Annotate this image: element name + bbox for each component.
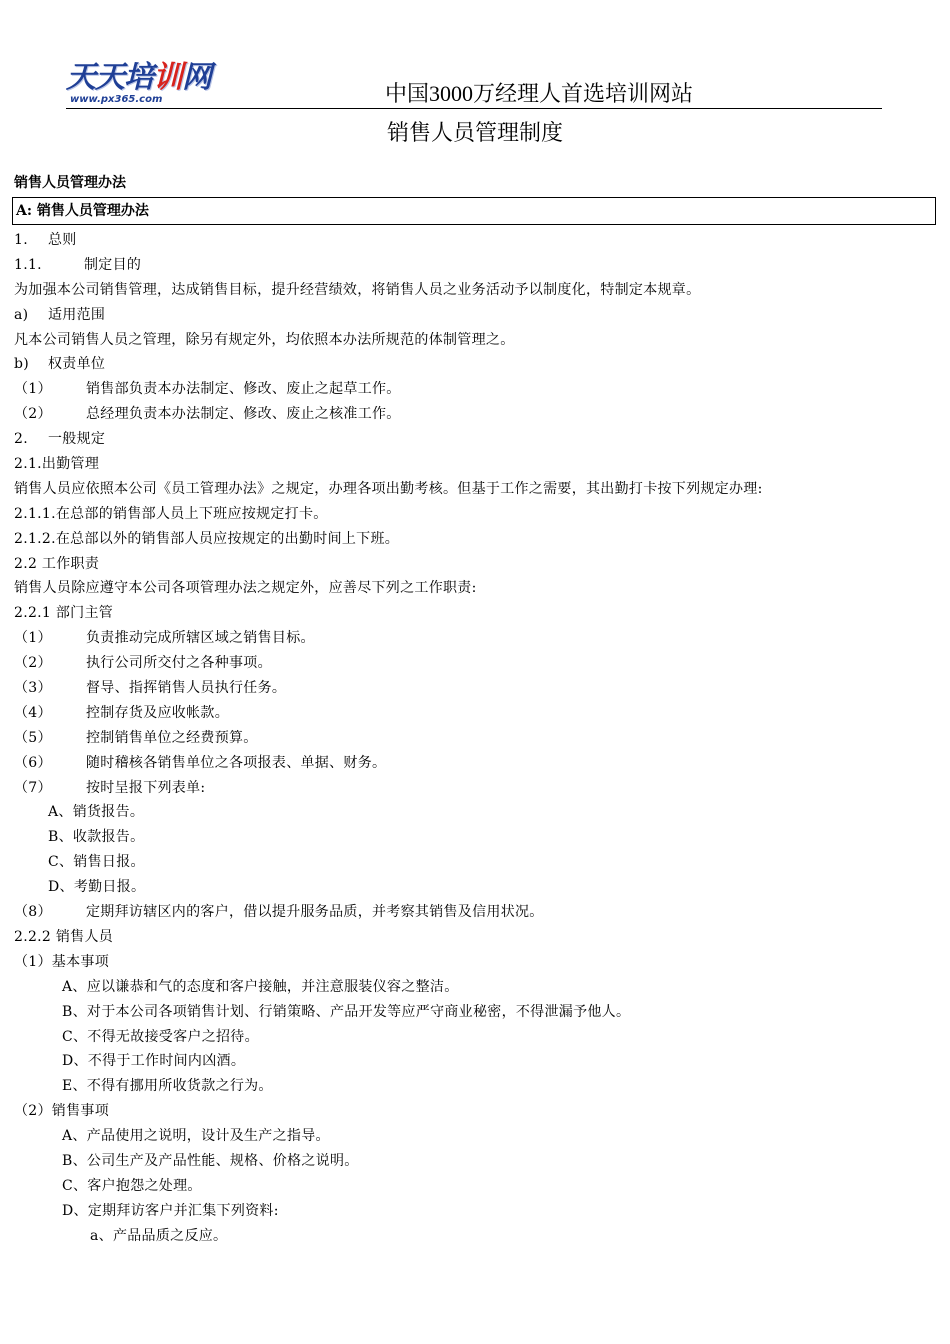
text-line bbox=[14, 626, 934, 651]
line-text: 执行公司所交付之各种事项。 bbox=[86, 655, 272, 672]
text-line bbox=[14, 477, 934, 502]
line-text: 随时稽核各销售单位之各项报表、单据、财务。 bbox=[86, 754, 387, 771]
line-text: 定期拜访辖区内的客户，借以提升服务品质，并考察其销售及信用状况。 bbox=[86, 904, 544, 921]
line-text: 权责单位 bbox=[48, 356, 106, 373]
line-number: （2） bbox=[14, 406, 52, 423]
line-text: 控制存货及应收帐款。 bbox=[86, 704, 229, 721]
site-logo[interactable] bbox=[66, 62, 226, 106]
text-line bbox=[14, 1049, 934, 1074]
line-number: 1.1. bbox=[14, 256, 42, 273]
line-text: 总则 bbox=[48, 232, 77, 248]
line-text: B、对于本公司各项销售计划、行销策略、产品开发等应严守商业秘密，不得泄漏予他人。 bbox=[62, 1003, 631, 1020]
text-line bbox=[14, 1025, 934, 1050]
text-line bbox=[14, 1074, 934, 1099]
text-line bbox=[14, 352, 934, 377]
text-line bbox=[14, 576, 934, 601]
line-text: 2.1.2.在总部以外的销售部人员应按规定的出勤时间上下班。 bbox=[14, 530, 400, 547]
line-text: 督导、指挥销售人员执行任务。 bbox=[86, 680, 287, 697]
text-line bbox=[14, 527, 934, 552]
line-text: 控制销售单位之经费预算。 bbox=[86, 729, 258, 746]
text-line bbox=[14, 303, 934, 328]
text-line bbox=[14, 253, 934, 278]
line-text: B、收款报告。 bbox=[48, 829, 145, 846]
text-line bbox=[14, 552, 934, 577]
line-text: 制定目的 bbox=[84, 256, 142, 273]
line-text: C、客户抱怨之处理。 bbox=[62, 1177, 202, 1194]
text-line bbox=[14, 850, 934, 875]
document-title: 销售人员管理制度 bbox=[386, 121, 563, 146]
text-line bbox=[14, 1224, 934, 1249]
line-number: （4） bbox=[14, 704, 52, 721]
line-text: C、不得无故接受客户之招待。 bbox=[62, 1028, 259, 1045]
text-line bbox=[14, 751, 934, 776]
line-text: D、不得于工作时间内凶酒。 bbox=[62, 1053, 246, 1070]
line-text: 负责推动完成所辖区域之销售目标。 bbox=[86, 630, 315, 647]
line-number: （3） bbox=[14, 680, 52, 697]
line-text: 2.2 工作职责 bbox=[14, 555, 100, 572]
section-title: 销售人员管理办法 bbox=[14, 175, 126, 191]
line-number: （1） bbox=[14, 381, 52, 398]
line-number: （1） bbox=[14, 630, 52, 647]
text-line bbox=[14, 452, 934, 477]
line-number: b) bbox=[14, 356, 30, 373]
line-text: a、产品品质之反应。 bbox=[90, 1227, 228, 1244]
line-number: （5） bbox=[14, 729, 52, 746]
line-number: 1. bbox=[14, 232, 28, 248]
line-text: 销售部负责本办法制定、修改、废止之起草工作。 bbox=[86, 381, 401, 398]
line-text: 适用范围 bbox=[48, 306, 106, 323]
line-text: C、销售日报。 bbox=[48, 854, 145, 871]
logo-text-b: 网 bbox=[182, 60, 211, 95]
text-line bbox=[14, 1000, 934, 1025]
header-divider bbox=[66, 108, 882, 109]
text-line bbox=[14, 228, 934, 253]
text-line bbox=[14, 1124, 934, 1149]
line-number: （8） bbox=[14, 904, 52, 921]
line-number: （2） bbox=[14, 655, 52, 672]
text-line bbox=[14, 825, 934, 850]
line-text: 销售人员应依照本公司《员工管理办法》之规定，办理各项出勤考核。但基于工作之需要，其出勤打卡按下列规定办理: bbox=[14, 480, 763, 497]
text-line bbox=[14, 800, 934, 825]
text-line bbox=[14, 502, 934, 527]
line-text: 凡本公司销售人员之管理，除另有规定外，均依照本办法所规范的体制管理之。 bbox=[14, 331, 515, 348]
text-line bbox=[14, 925, 934, 950]
line-number: 2. bbox=[14, 431, 28, 448]
text-line bbox=[14, 377, 934, 402]
text-line bbox=[14, 278, 934, 303]
text-line bbox=[14, 1199, 934, 1224]
logo-text-highlight: 训 bbox=[153, 60, 182, 95]
document-body bbox=[14, 228, 934, 1249]
text-line bbox=[14, 1174, 934, 1199]
text-line bbox=[14, 950, 934, 975]
line-text: 一般规定 bbox=[48, 431, 106, 448]
line-text: 为加强本公司销售管理，达成销售目标，提升经营绩效，将销售人员之业务活动予以制度化，特制定本规章。 bbox=[14, 281, 701, 298]
line-text: 2.2.1 部门主管 bbox=[14, 605, 114, 622]
line-text: 按时呈报下列表单: bbox=[86, 779, 206, 796]
text-line bbox=[14, 776, 934, 801]
line-text: D、考勤日报。 bbox=[48, 879, 146, 896]
text-line bbox=[14, 402, 934, 427]
site-slogan: 中国3000万经理人首选培训网站 bbox=[385, 81, 694, 106]
logo-url: www.px365.com bbox=[70, 94, 163, 105]
text-line bbox=[14, 875, 934, 900]
text-line bbox=[14, 900, 934, 925]
text-line bbox=[14, 975, 934, 1000]
subsection-heading: A: 销售人员管理办法 bbox=[12, 197, 936, 225]
text-line bbox=[14, 328, 934, 353]
line-text: A、产品使用之说明，设计及生产之指导。 bbox=[62, 1128, 330, 1145]
text-line bbox=[14, 651, 934, 676]
line-text: A、销货报告。 bbox=[48, 804, 145, 821]
page-header bbox=[0, 0, 950, 120]
line-number: （6） bbox=[14, 754, 52, 771]
logo-wordmark bbox=[66, 62, 226, 94]
line-text: 2.1.1.在总部的销售部人员上下班应按规定打卡。 bbox=[14, 505, 328, 522]
line-text: E、不得有挪用所收货款之行为。 bbox=[62, 1078, 273, 1095]
text-line bbox=[14, 1149, 934, 1174]
line-text: B、公司生产及产品性能、规格、价格之说明。 bbox=[62, 1152, 359, 1169]
text-line bbox=[14, 726, 934, 751]
line-number: （7） bbox=[14, 779, 52, 796]
line-text: 2.1.出勤管理 bbox=[14, 456, 100, 473]
text-line bbox=[14, 1099, 934, 1124]
line-text: 2.2.2 销售人员 bbox=[14, 928, 114, 945]
line-text: 销售人员除应遵守本公司各项管理办法之规定外，应善尽下列之工作职责: bbox=[14, 580, 477, 597]
text-line bbox=[14, 701, 934, 726]
line-number: a) bbox=[14, 306, 29, 323]
line-text: 总经理负责本办法制定、修改、废止之核准工作。 bbox=[86, 406, 401, 423]
line-text: D、定期拜访客户并汇集下列资料: bbox=[62, 1202, 279, 1219]
logo-text-a: 天天培 bbox=[66, 60, 153, 95]
text-line bbox=[14, 427, 934, 452]
text-line bbox=[14, 601, 934, 626]
line-text: （2）销售事项 bbox=[14, 1103, 110, 1120]
line-text: A、应以谦恭和气的态度和客户接触，并注意服装仪容之整洁。 bbox=[62, 978, 459, 995]
line-text: （1）基本事项 bbox=[14, 953, 110, 970]
text-line bbox=[14, 676, 934, 701]
